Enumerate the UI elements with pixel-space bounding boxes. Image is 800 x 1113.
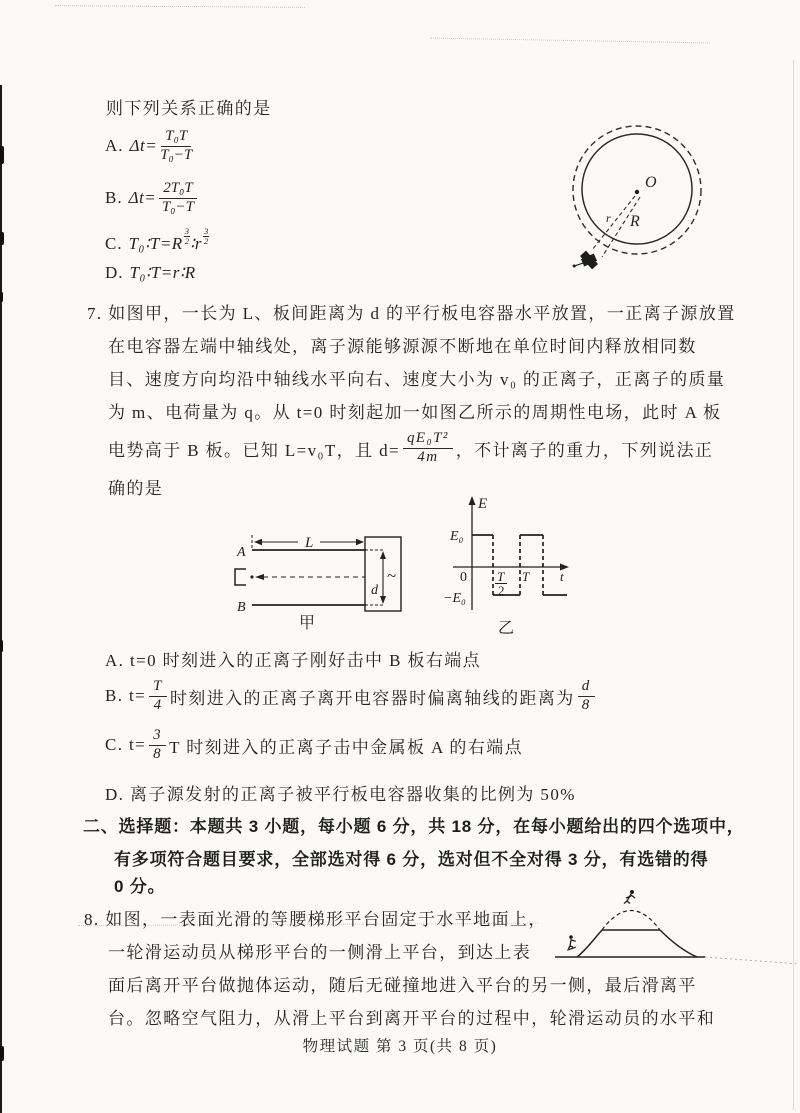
center-dot <box>635 190 639 194</box>
page-footer: 物理试题 第 3 页(共 8 页) <box>302 1038 498 1055</box>
fraction: $\frac{\text{qE₀T²}}{4m}$ <box>403 430 453 466</box>
d-label: d <box>371 583 378 598</box>
r-label: r <box>606 211 611 225</box>
R-label: R <box>630 213 640 230</box>
q7-line-formula <box>108 424 713 472</box>
q7-line: 为 m、电荷量为 q。从 t=0 时刻起加一如图乙所示的周期性电场，此时 A 板 <box>108 403 722 422</box>
negE0-label: −E₀ <box>443 591 466 606</box>
scan-blob <box>0 146 4 164</box>
q8-line: 8. 如图，一表面光滑的等腰梯形平台固定于水平地面上， <box>84 910 547 929</box>
satellite-icon <box>571 248 601 278</box>
plate-B-label: B <box>237 600 246 615</box>
ion-dot <box>250 575 253 578</box>
section2-line: 有多项符合题目要求，全部选对得 6 分，选对但不全对得 3 分，有选错的得 <box>114 850 709 869</box>
d-arrowhead <box>380 596 386 604</box>
q7-option-c <box>105 723 523 767</box>
fraction: $\frac{T}{4}$ <box>149 678 167 714</box>
section2-line: 二、选择题：本题共 3 小题，每小题 6 分，共 18 分，在每小题给出的四个选项中， <box>83 817 745 836</box>
fraction: $\frac{\text{T₀T}}{\text{T₀−T}}$ <box>160 128 193 163</box>
capacitor-diagram <box>225 493 420 638</box>
y-axis-label: E <box>478 496 488 512</box>
skater-slope-icon <box>563 934 578 950</box>
option-label: D. <box>105 263 124 282</box>
ground-dotted-extension <box>705 957 799 964</box>
q8-line: 一轮滑运动员从梯形平台的一侧滑上平台，到达上表 <box>108 943 532 962</box>
ac-symbol: ~ <box>387 566 397 585</box>
ion-source-icon <box>235 569 246 585</box>
q8-line: 面后离开平台做抛体运动，随后无碰撞地进入平台的另一侧，最后滑离平 <box>108 976 697 995</box>
y-axis-arrowhead <box>469 496 476 505</box>
scan-blob <box>0 292 3 302</box>
q7-option-b <box>105 674 598 718</box>
fraction: $\frac{\text{2T₀T}}{\text{T₀−T}}$ <box>159 180 196 216</box>
projectile-dashed-arc <box>602 911 660 931</box>
formula: T₀∶T=r∶R <box>129 263 196 282</box>
platform-right-slope <box>660 930 697 957</box>
formula-lhs: Δt= <box>129 136 158 155</box>
field-graph <box>443 488 628 640</box>
L-arrowhead <box>254 539 262 545</box>
x-axis-label: t <box>560 569 564 584</box>
orbit-diagram <box>556 112 720 280</box>
q8-line: 台。忽略空气阻力，从滑上平台到离开平台的过程中，轮滑运动员的水平和 <box>108 1009 716 1028</box>
q6-option-d <box>105 261 196 285</box>
fraction: $\frac{d}{8}$ <box>578 678 595 714</box>
exponent-fraction: 3 2 <box>184 225 189 246</box>
diagram-caption: 甲 <box>299 615 316 632</box>
skater-top-icon <box>624 890 635 904</box>
exponent-fraction: 3 2 <box>204 225 209 246</box>
q6-option-c <box>105 225 209 256</box>
option-label: C. <box>105 234 123 253</box>
L-arrowhead <box>356 539 364 545</box>
plate-A-label: A <box>237 545 246 560</box>
option-label: A. <box>105 136 124 155</box>
fraction: $\frac{3}{8}$ <box>149 727 166 763</box>
platform-diagram <box>543 883 800 973</box>
text-post: T 时刻进入的正离子击中金属板 A 的右端点 <box>169 737 524 757</box>
section2-line: 0 分。 <box>114 877 166 896</box>
q7-line: 7. 如图甲，一长为 L、板间距离为 d 的平行板电容器水平放置，一正离子源放置 <box>87 304 736 323</box>
scan-speckle-line <box>55 5 305 8</box>
text-pre: 电势高于 B 板。已知 L=v₀T，且 d= <box>108 440 401 460</box>
half-period-den: 2 <box>498 583 505 598</box>
option-label: B. <box>105 188 123 207</box>
q7-option-a: A. t=0 时刻进入的正离子刚好击中 B 板右端点 <box>105 651 482 670</box>
q7-line: 在电容器左端中轴线处，离子源能够源源不断地在单位时间内释放相同数 <box>108 337 697 356</box>
formula: ∶r <box>189 234 202 253</box>
period-label: T <box>522 569 530 584</box>
d-arrowhead <box>380 551 386 559</box>
scan-speckle-line <box>430 38 710 44</box>
axis-arrowhead <box>255 574 264 580</box>
L-label: L <box>305 535 314 551</box>
formula: T₀∶T=R <box>128 234 183 253</box>
formula-lhs: Δt= <box>128 188 157 207</box>
q6-option-b <box>105 178 200 218</box>
diagram-caption: 乙 <box>498 620 515 637</box>
q7-line: 确的是 <box>108 479 164 498</box>
radius-dashed-line <box>592 196 635 250</box>
scan-blob <box>0 640 3 652</box>
E0-label: E₀ <box>450 529 464 544</box>
platform-left-slope <box>577 930 602 957</box>
text-pre: B. t= <box>105 686 147 705</box>
q7-line: 目、速度方向均沿中轴线水平向右、速度大小为 v₀ 的正离子，正离子的质量 <box>108 370 726 389</box>
q7-option-d: D. 离子源发射的正离子被平行板电容器收集的比例为 50% <box>105 785 576 804</box>
text-pre: C. t= <box>105 735 147 754</box>
q6-option-a <box>105 126 195 166</box>
center-label: O <box>645 174 657 191</box>
q6-stem: 则下列关系正确的是 <box>106 99 272 118</box>
half-period-num: T <box>497 569 505 584</box>
text-mid: 时刻进入的正离子离开电容器时偏离轴线的距离为 <box>169 688 575 708</box>
scan-blob <box>0 232 4 245</box>
text-post: ，不计离子的重力，下列说法正 <box>455 440 714 460</box>
origin-label: 0 <box>460 570 467 585</box>
